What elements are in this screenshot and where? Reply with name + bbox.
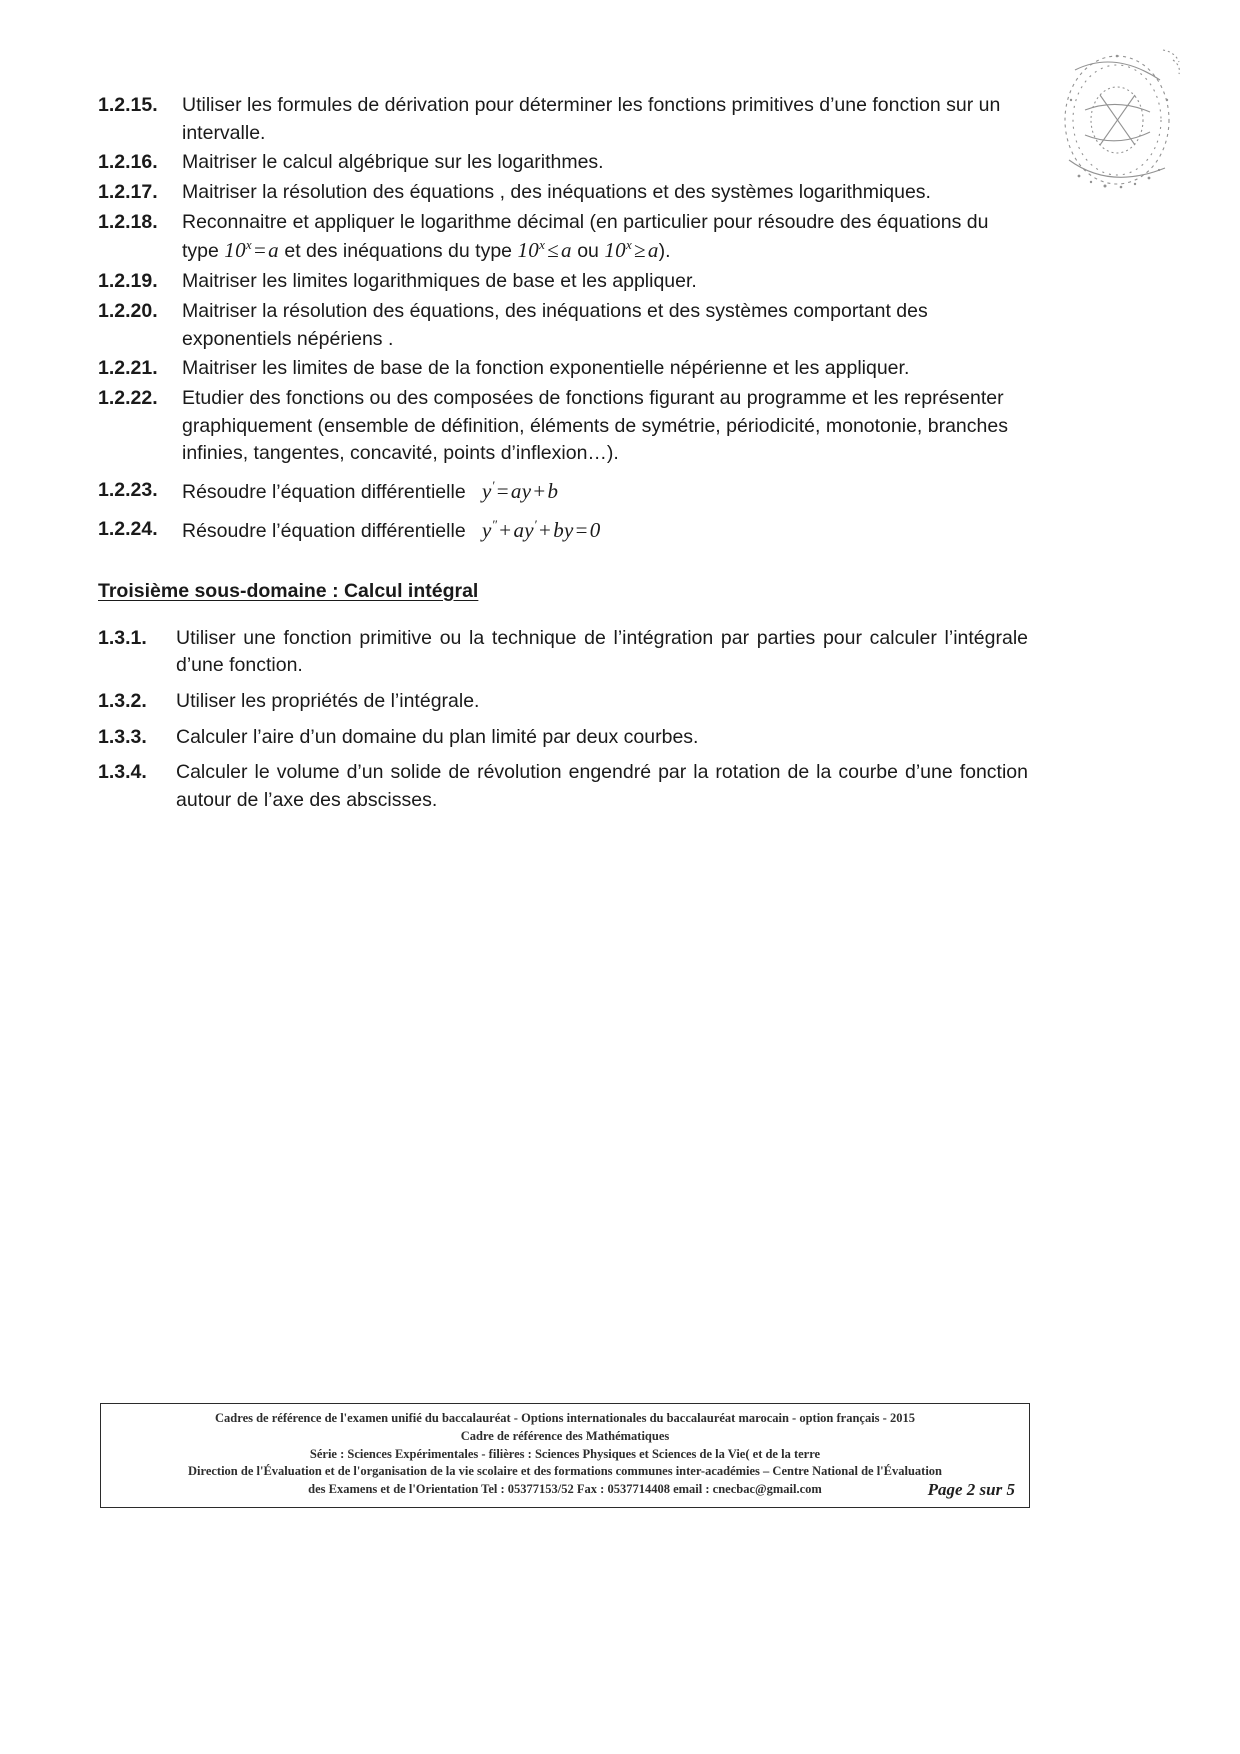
item-number: 1.2.22. (98, 387, 158, 409)
item-text: Calculer le volume d’un solide de révolution engendré par la rotation de la courbe d’une fonction autour de l’axe des abscisses. (176, 761, 1028, 812)
item-number: 1.2.17. (98, 181, 158, 204)
list-item (98, 298, 1028, 353)
item-number: 1.2.16. (98, 151, 158, 174)
formula-10x-leq-a: $10^x\le a$ (517, 237, 572, 263)
item-number: 1.2.21. (98, 357, 158, 380)
list-item (98, 268, 1028, 296)
item-text: Maitriser la résolution des équations, des inéquations et des systèmes comportant des exponentiels népériens . (182, 299, 928, 350)
list-item (98, 92, 1028, 147)
item-number: 1.2.24. (98, 517, 158, 540)
list-item (98, 625, 1028, 680)
footer-line-4: Direction de l'Évaluation et de l'organisation de la vie scolaire et des formations communes inter-académies – Centre National de l'Évaluation (188, 1464, 942, 1479)
footer-line-5-wrapper (111, 1481, 1019, 1499)
item-text-lead: Résoudre l’équation différentielle (182, 519, 466, 542)
item-text (182, 209, 1028, 267)
page-footer (100, 1403, 1030, 1508)
item-text: Calculer l’aire d’un domaine du plan limité par deux courbes. (176, 725, 699, 748)
item-number: 1.2.15. (98, 94, 158, 116)
list-item (98, 149, 1028, 177)
list-item (98, 385, 1028, 468)
formula-first-order-ode: y′=ay+b (481, 478, 559, 504)
formula-10x-geq-a: $10^x\ge a$ (604, 237, 659, 263)
item-text-lead: Reconnaitre et appliquer le logarithme décimal (en particulier pour résoudre des (182, 210, 872, 233)
footer-line-1: Cadres de référence de l'examen unifié du baccalauréat - Options internationales du baccalauréat marocain - option français - 2015 (215, 1411, 915, 1425)
item-text: Etudier des fonctions ou des composées de fonctions figurant au programme et les représenter graphiquement (ensemble de définition, éléments de symétrie, périodicité, monotonie, branches infinies, tangentes, concavité, points d’inflexion…). (182, 387, 1008, 465)
list-item (98, 355, 1028, 383)
item-number: 1.3.1. (98, 626, 147, 649)
footer-line-3: Série : Sciences Expérimentales - filières : Sciences Physiques et Sciences de la Vie( et de la terre (309, 1446, 821, 1461)
item-text: Utiliser les propriétés de l’intégrale. (176, 690, 480, 713)
footer-line-2: Cadre de référence des Mathématiques (460, 1428, 670, 1443)
official-stamp-icon (1055, 40, 1185, 215)
integral-competency-list (98, 625, 1028, 815)
item-text: Utiliser une fonction primitive ou la technique de l’intégration par parties pour calculer l’intégrale d’une fonction. (176, 626, 1028, 677)
item-text: Maitriser les limites de base de la fonction exponentielle népérienne et les appliquer. (182, 357, 910, 380)
list-item (98, 759, 1028, 814)
item-number: 1.3.2. (98, 690, 147, 713)
list-item (98, 724, 1028, 752)
item-text: Utiliser les formules de dérivation pour déterminer les fonctions primitives d’une fonction sur un intervalle. (182, 94, 1001, 144)
list-item (98, 179, 1028, 207)
item-text: Maitriser la résolution des équations , des inéquations et des systèmes logarithmiques. (182, 181, 931, 204)
item-number: 1.3.3. (98, 725, 147, 748)
item-text (182, 516, 1028, 546)
item-number: 1.2.19. (98, 270, 158, 293)
item-text-part1: équations du type (182, 210, 989, 263)
formula-second-order-ode: y″+ay′+by=0 (481, 516, 601, 542)
item-text-lead: Résoudre l’équation différentielle (182, 481, 466, 504)
item-number: 1.2.18. (98, 210, 158, 233)
item-text-part2: et des inéquations du type (284, 240, 513, 263)
item-number: 1.3.4. (98, 761, 147, 784)
item-text: Maitriser le calcul algébrique sur les logarithmes. (182, 151, 604, 174)
competency-list (98, 92, 1028, 823)
list-item-with-formula (98, 477, 1028, 507)
item-text-conjunction: ou (577, 240, 599, 263)
item-text: Maitriser les limites logarithmiques de base et les appliquer. (182, 270, 697, 293)
item-number: 1.2.23. (98, 479, 158, 502)
list-item-with-formula (98, 209, 1028, 267)
footer-line-5: des Examens et de l'Orientation Tel : 05377153/52 Fax : 0537714408 email : cnecbac@gmail.com (308, 1482, 822, 1496)
item-number: 1.2.20. (98, 299, 158, 322)
item-text (182, 477, 1028, 507)
list-item-with-formula (98, 516, 1028, 546)
formula-10x-equals-a: $10^x=a$ (224, 237, 279, 263)
page-number-label: Page 2 sur 5 (927, 1480, 1015, 1499)
list-item (98, 688, 1028, 716)
subsection-title: Troisième sous-domaine : Calcul intégral (98, 579, 479, 602)
item-text-tail: ). (658, 240, 671, 263)
